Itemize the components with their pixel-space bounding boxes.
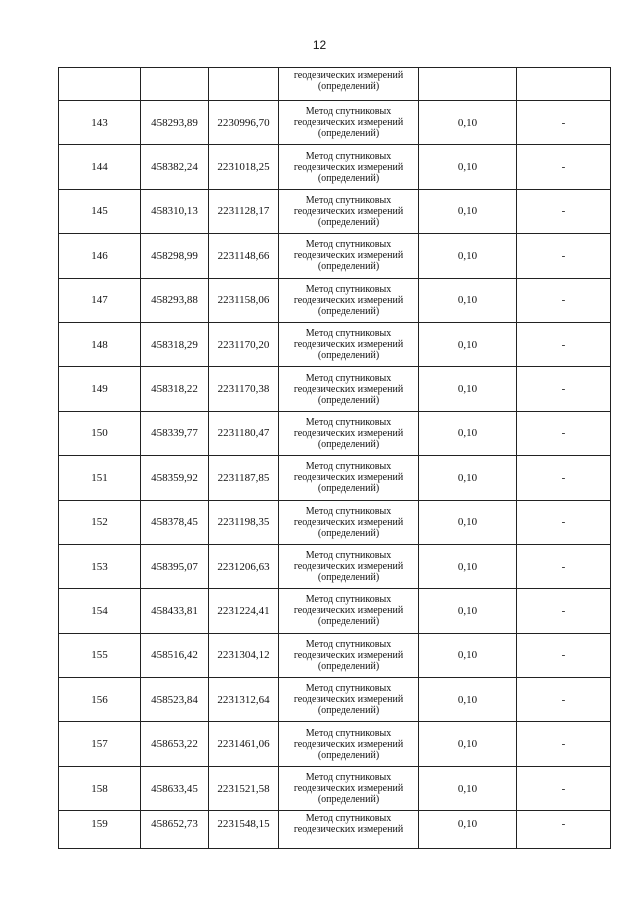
cell-accuracy: 0,10 bbox=[419, 544, 517, 588]
cell-accuracy: 0,10 bbox=[419, 234, 517, 278]
cell-method bbox=[279, 766, 419, 810]
method-line: Метод спутниковых bbox=[305, 283, 392, 295]
method-line: (определений) bbox=[317, 128, 380, 140]
method-line: Метод спутниковых bbox=[305, 239, 392, 251]
method-line: Метод спутниковых bbox=[305, 550, 392, 562]
method-line: (определений) bbox=[317, 172, 380, 184]
method-line: Метод спутниковых bbox=[305, 727, 392, 739]
cell-x: 458633,45 bbox=[141, 766, 209, 810]
table-row bbox=[59, 722, 611, 766]
cell-number: 152 bbox=[59, 500, 141, 544]
method-line: геодезических измерений bbox=[293, 427, 404, 439]
method-line: геодезических измерений bbox=[293, 250, 404, 262]
cell-number: 148 bbox=[59, 322, 141, 366]
cell-x bbox=[141, 68, 209, 101]
cell-x: 458359,92 bbox=[141, 456, 209, 500]
cell-method bbox=[279, 278, 419, 322]
method-line: геодезических измерений bbox=[293, 294, 404, 306]
table-row bbox=[59, 367, 611, 411]
method-line: Метод спутниковых bbox=[305, 772, 392, 784]
cell-method bbox=[279, 456, 419, 500]
cell-note: - bbox=[517, 411, 611, 455]
cell-number: 154 bbox=[59, 589, 141, 633]
method-line: (определений) bbox=[317, 660, 380, 672]
method-line: (определений) bbox=[317, 261, 380, 273]
cell-method bbox=[279, 633, 419, 677]
method-line: геодезических измерений bbox=[293, 561, 404, 573]
table-row bbox=[59, 678, 611, 722]
cell-x: 458395,07 bbox=[141, 544, 209, 588]
method-line: геодезических измерений bbox=[293, 70, 404, 81]
method-line: Метод спутниковых bbox=[305, 372, 392, 384]
method-line: (определений) bbox=[317, 216, 380, 228]
cell-accuracy: 0,10 bbox=[419, 500, 517, 544]
method-line: геодезических измерений bbox=[293, 472, 404, 484]
cell-number: 150 bbox=[59, 411, 141, 455]
cell-note: - bbox=[517, 811, 611, 849]
table-row bbox=[59, 278, 611, 322]
cell-x: 458293,88 bbox=[141, 278, 209, 322]
cell-accuracy: 0,10 bbox=[419, 678, 517, 722]
cell-note: - bbox=[517, 189, 611, 233]
method-line: геодезических измерений bbox=[293, 117, 404, 129]
cell-y: 2231170,20 bbox=[209, 322, 279, 366]
cell-note: - bbox=[517, 322, 611, 366]
method-line: Метод спутниковых bbox=[305, 150, 392, 162]
method-line: геодезических измерений bbox=[293, 694, 404, 706]
cell-x: 458310,13 bbox=[141, 189, 209, 233]
cell-note: - bbox=[517, 101, 611, 145]
method-line: (определений) bbox=[317, 305, 380, 317]
method-line: геодезических измерений bbox=[293, 738, 404, 750]
table-row bbox=[59, 145, 611, 189]
cell-method bbox=[279, 322, 419, 366]
cell-method bbox=[279, 722, 419, 766]
cell-accuracy: 0,10 bbox=[419, 811, 517, 849]
method-line: геодезических измерений bbox=[293, 161, 404, 173]
coordinates-table-body bbox=[59, 68, 611, 849]
method-line: геодезических измерений bbox=[293, 339, 404, 351]
cell-note: - bbox=[517, 500, 611, 544]
cell-method bbox=[279, 589, 419, 633]
table-row bbox=[59, 766, 611, 810]
cell-accuracy: 0,10 bbox=[419, 766, 517, 810]
method-line: геодезических измерений bbox=[293, 383, 404, 395]
cell-number: 144 bbox=[59, 145, 141, 189]
cell-method bbox=[279, 544, 419, 588]
table-row bbox=[59, 633, 611, 677]
cell-number: 143 bbox=[59, 101, 141, 145]
cell-method bbox=[279, 411, 419, 455]
cell-accuracy: 0,10 bbox=[419, 101, 517, 145]
method-line: (определений) bbox=[317, 483, 380, 495]
cell-number: 151 bbox=[59, 456, 141, 500]
method-line: геодезических измерений bbox=[293, 605, 404, 617]
cell-x: 458318,29 bbox=[141, 322, 209, 366]
cell-method bbox=[279, 367, 419, 411]
method-line: геодезических измерений bbox=[293, 516, 404, 528]
table-row bbox=[59, 322, 611, 366]
cell-accuracy: 0,10 bbox=[419, 367, 517, 411]
method-line: Метод спутниковых bbox=[305, 638, 392, 650]
cell-y: 2231206,63 bbox=[209, 544, 279, 588]
cell-method bbox=[279, 678, 419, 722]
cell-y: 2231521,58 bbox=[209, 766, 279, 810]
cell-x: 458382,24 bbox=[141, 145, 209, 189]
table-row bbox=[59, 411, 611, 455]
cell-method bbox=[279, 101, 419, 145]
cell-x: 458652,73 bbox=[141, 811, 209, 849]
cell-method bbox=[279, 145, 419, 189]
method-line: Метод спутниковых bbox=[305, 416, 392, 428]
page-number: 12 bbox=[312, 38, 327, 52]
cell-method bbox=[279, 68, 419, 101]
method-line: (определений) bbox=[317, 794, 380, 806]
method-line: геодезических измерений bbox=[293, 783, 404, 795]
cell-y: 2231128,17 bbox=[209, 189, 279, 233]
cell-number bbox=[59, 68, 141, 101]
cell-y: 2231198,35 bbox=[209, 500, 279, 544]
cell-y: 2231224,41 bbox=[209, 589, 279, 633]
cell-accuracy: 0,10 bbox=[419, 456, 517, 500]
cell-x: 458293,89 bbox=[141, 101, 209, 145]
cell-method bbox=[279, 234, 419, 278]
method-line: Метод спутниковых bbox=[305, 328, 392, 340]
cell-y: 2231461,06 bbox=[209, 722, 279, 766]
method-line: геодезических измерений bbox=[293, 824, 404, 836]
cell-number: 146 bbox=[59, 234, 141, 278]
method-line: Метод спутниковых bbox=[305, 813, 392, 825]
cell-y: 2230996,70 bbox=[209, 101, 279, 145]
cell-accuracy: 0,10 bbox=[419, 722, 517, 766]
cell-x: 458298,99 bbox=[141, 234, 209, 278]
cell-number: 145 bbox=[59, 189, 141, 233]
method-line: геодезических измерений bbox=[293, 205, 404, 217]
cell-y bbox=[209, 68, 279, 101]
coordinates-table bbox=[58, 67, 611, 849]
table-row-continued bbox=[59, 68, 611, 101]
cell-accuracy: 0,10 bbox=[419, 411, 517, 455]
method-line: (определений) bbox=[317, 350, 380, 362]
cell-method bbox=[279, 811, 419, 849]
table-row bbox=[59, 500, 611, 544]
cell-number: 157 bbox=[59, 722, 141, 766]
cell-accuracy: 0,10 bbox=[419, 189, 517, 233]
cell-accuracy: 0,10 bbox=[419, 589, 517, 633]
method-line: Метод спутниковых bbox=[305, 683, 392, 695]
method-line: Метод спутниковых bbox=[305, 505, 392, 517]
table-row bbox=[59, 101, 611, 145]
cell-x: 458516,42 bbox=[141, 633, 209, 677]
method-line: Метод спутниковых bbox=[305, 594, 392, 606]
cell-y: 2231018,25 bbox=[209, 145, 279, 189]
cell-method bbox=[279, 500, 419, 544]
method-line: геодезических измерений bbox=[293, 649, 404, 661]
cell-y: 2231180,47 bbox=[209, 411, 279, 455]
cell-number: 158 bbox=[59, 766, 141, 810]
cell-note: - bbox=[517, 589, 611, 633]
table-row bbox=[59, 544, 611, 588]
method-line: (определений) bbox=[317, 749, 380, 761]
cell-y: 2231312,64 bbox=[209, 678, 279, 722]
cell-number: 156 bbox=[59, 678, 141, 722]
cell-number: 149 bbox=[59, 367, 141, 411]
cell-accuracy bbox=[419, 68, 517, 101]
cell-number: 155 bbox=[59, 633, 141, 677]
method-line: (определений) bbox=[317, 81, 380, 92]
method-line: Метод спутниковых bbox=[305, 106, 392, 118]
cell-x: 458433,81 bbox=[141, 589, 209, 633]
method-line: (определений) bbox=[317, 438, 380, 450]
cell-note: - bbox=[517, 367, 611, 411]
table-row bbox=[59, 811, 611, 849]
method-line: (определений) bbox=[317, 705, 380, 717]
cell-number: 147 bbox=[59, 278, 141, 322]
cell-x: 458653,22 bbox=[141, 722, 209, 766]
table-row bbox=[59, 189, 611, 233]
cell-number: 153 bbox=[59, 544, 141, 588]
cell-x: 458318,22 bbox=[141, 367, 209, 411]
cell-x: 458339,77 bbox=[141, 411, 209, 455]
cell-y: 2231158,06 bbox=[209, 278, 279, 322]
cell-note: - bbox=[517, 544, 611, 588]
table-row bbox=[59, 456, 611, 500]
cell-note: - bbox=[517, 145, 611, 189]
cell-y: 2231170,38 bbox=[209, 367, 279, 411]
method-line: Метод спутниковых bbox=[305, 461, 392, 473]
cell-note: - bbox=[517, 278, 611, 322]
cell-note: - bbox=[517, 456, 611, 500]
method-line: (определений) bbox=[317, 394, 380, 406]
table-row bbox=[59, 234, 611, 278]
cell-note: - bbox=[517, 766, 611, 810]
cell-note: - bbox=[517, 678, 611, 722]
method-line: (определений) bbox=[317, 616, 380, 628]
cell-x: 458523,84 bbox=[141, 678, 209, 722]
cell-note: - bbox=[517, 633, 611, 677]
cell-x: 458378,45 bbox=[141, 500, 209, 544]
cell-accuracy: 0,10 bbox=[419, 322, 517, 366]
cell-number: 159 bbox=[59, 811, 141, 849]
method-line: (определений) bbox=[317, 572, 380, 584]
cell-y: 2231548,15 bbox=[209, 811, 279, 849]
cell-method bbox=[279, 189, 419, 233]
cell-y: 2231148,66 bbox=[209, 234, 279, 278]
cell-accuracy: 0,10 bbox=[419, 278, 517, 322]
cell-note: - bbox=[517, 234, 611, 278]
cell-accuracy: 0,10 bbox=[419, 145, 517, 189]
cell-y: 2231304,12 bbox=[209, 633, 279, 677]
cell-note: - bbox=[517, 722, 611, 766]
method-line: Метод спутниковых bbox=[305, 194, 392, 206]
cell-accuracy: 0,10 bbox=[419, 633, 517, 677]
method-line: (определений) bbox=[317, 527, 380, 539]
cell-note bbox=[517, 68, 611, 101]
cell-y: 2231187,85 bbox=[209, 456, 279, 500]
table-row bbox=[59, 589, 611, 633]
